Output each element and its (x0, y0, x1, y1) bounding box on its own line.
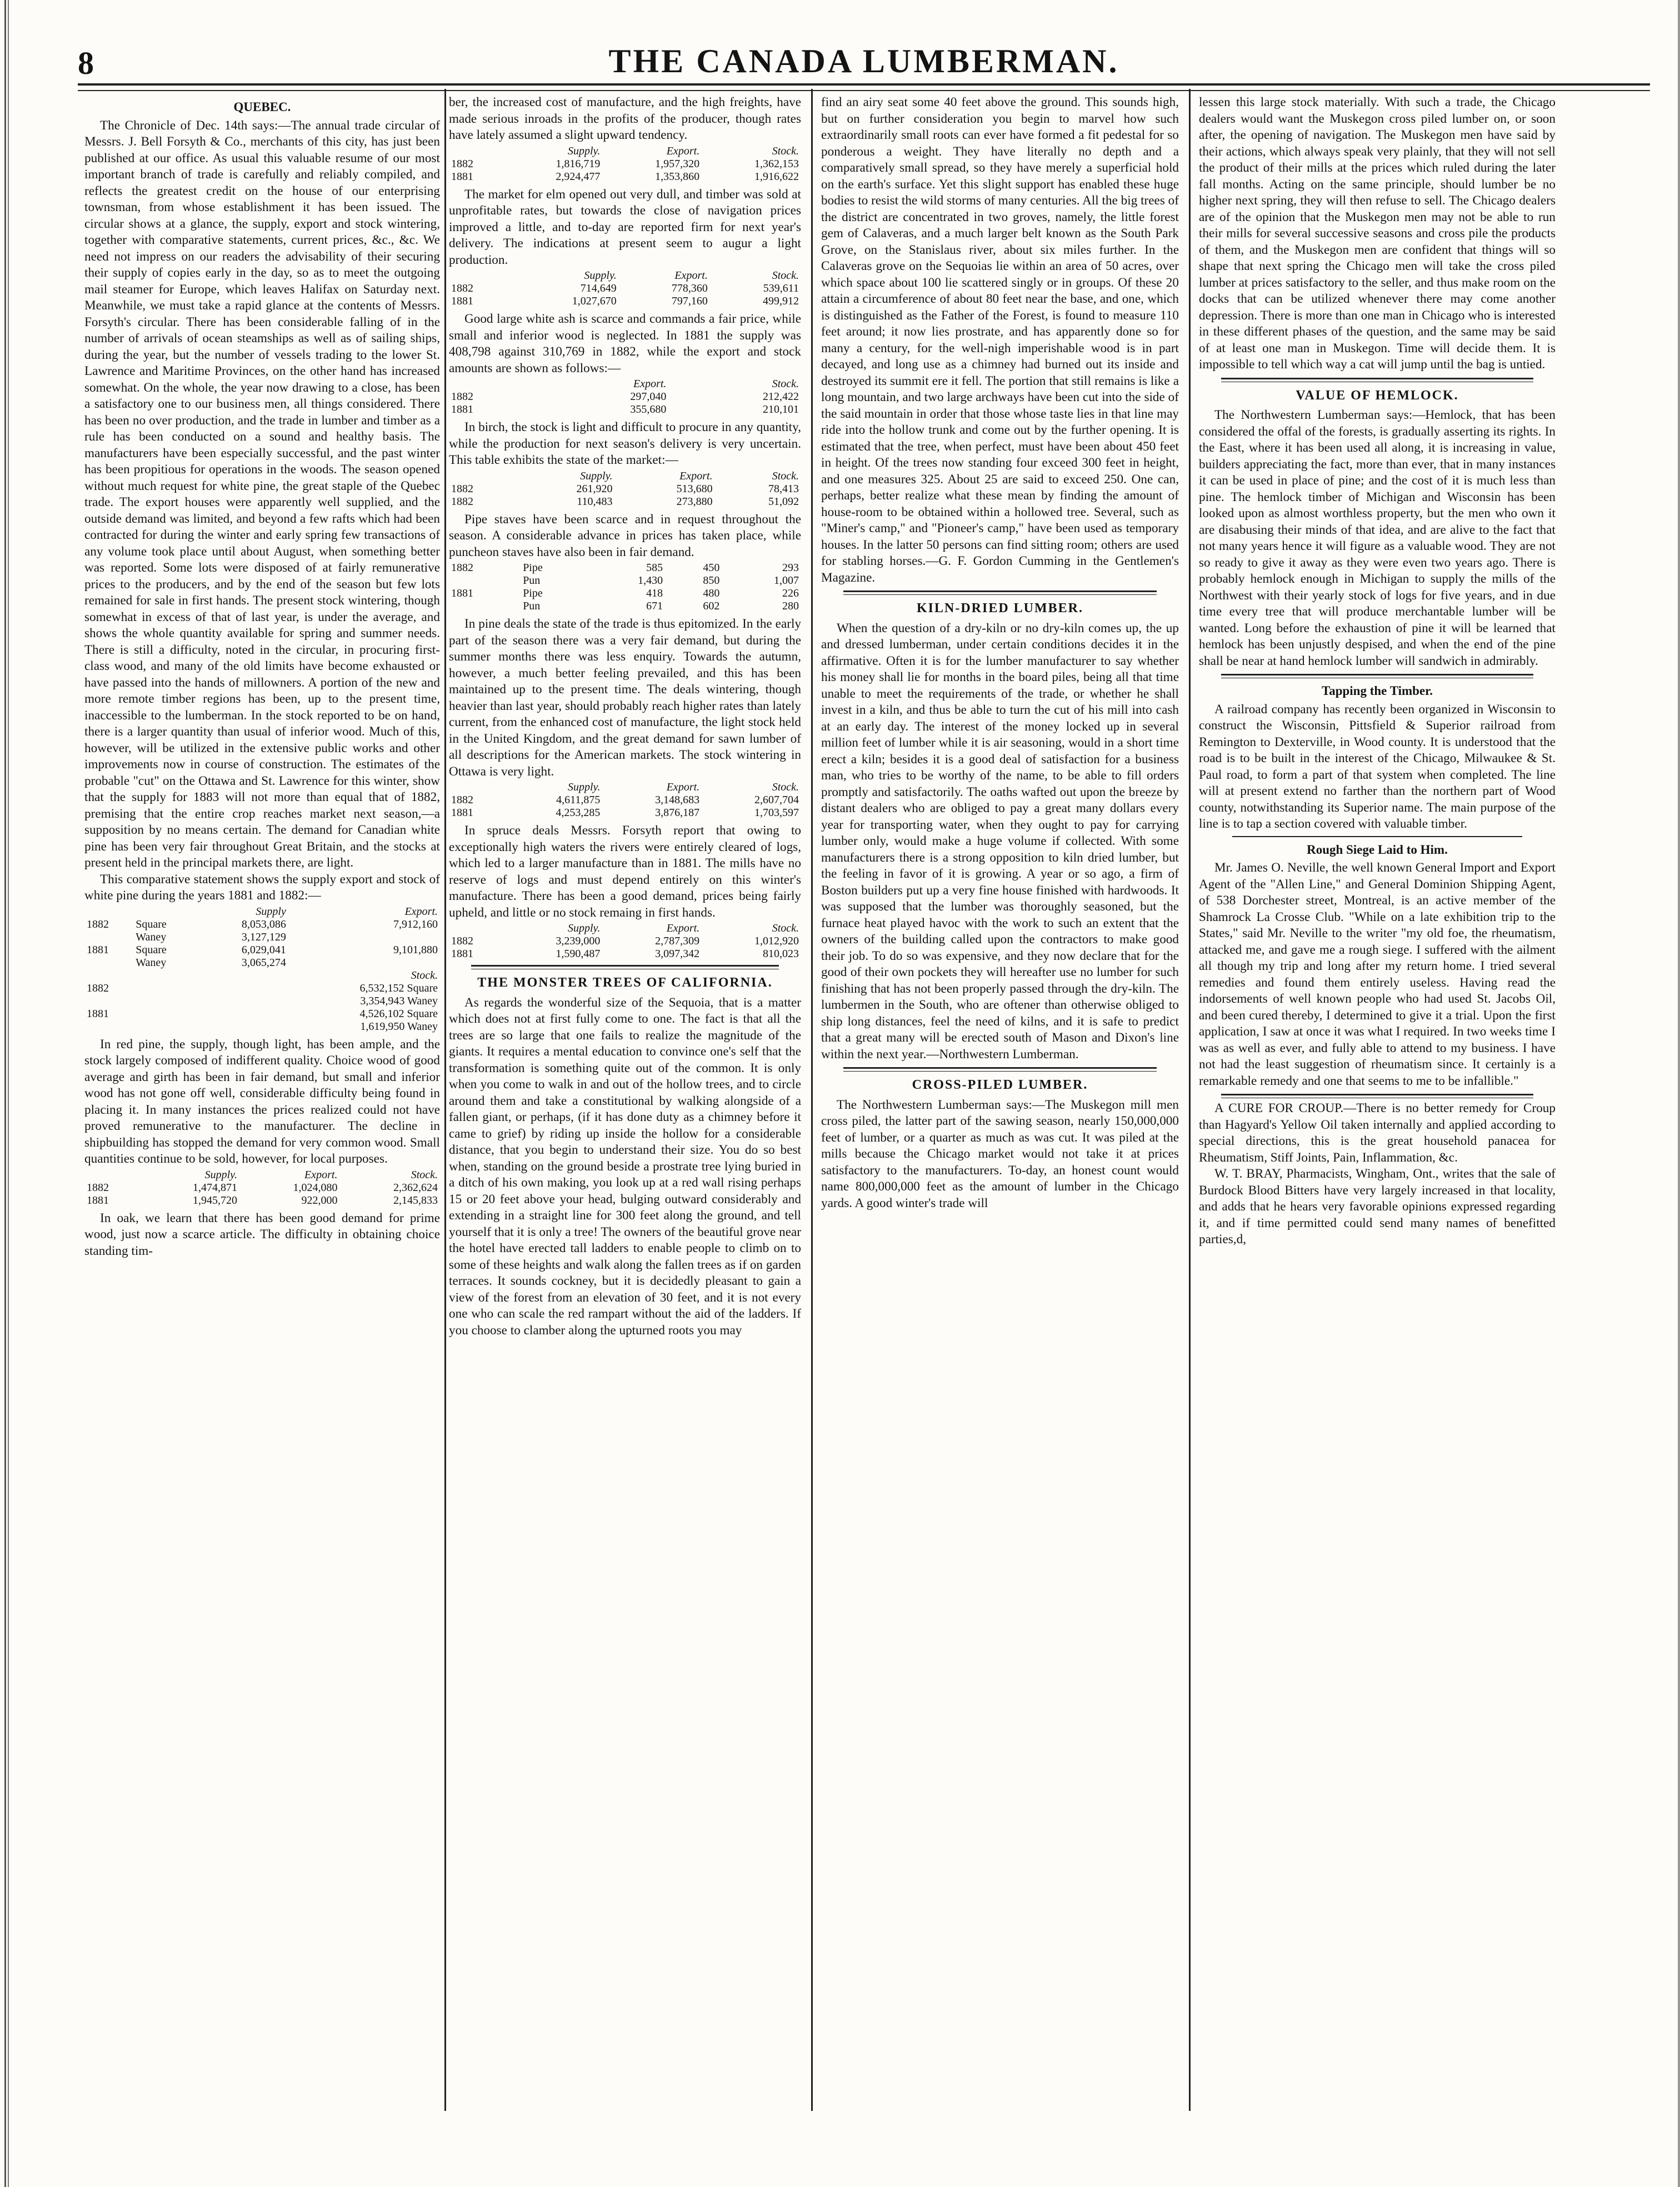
table-row: 1882 261,920 513,680 78,413 (451, 482, 799, 495)
table-row: 1881 1,590,487 3,097,342 810,023 (451, 948, 799, 960)
article-heading-monster-trees: THE MONSTER TREES OF CALIFORNIA. (477, 975, 773, 990)
table-header: Supply (256, 905, 286, 918)
article-paragraph: The Northwestern Lumberman says:—The Muskegon mill men cross piled, the latter part of the sawing season, nearly 150,000,000 feet of lumber, or a quarter as much as was cut. It was piled at the mills because the Chicago market would not take it at prices satisfactory to the manufacturers. To-day, an honest count would name 800,000,000 feet as the amount of lumber in the Chicago yards. A good winter's trade will (821, 1097, 1179, 1210)
table-row: 1881 Square 6,029,041 9,101,880 (87, 943, 438, 956)
section-rule (1232, 836, 1522, 837)
article-paragraph: Good large white ash is scarce and commands a fair price, while small and inferior wood is neglected. In 1881 the supply was 408,798 against 310,769 in 1882, while the export and stock amounts are shown as follows:— (449, 312, 801, 376)
staves-table (449, 562, 801, 613)
birch-table: Supply. Export. Stock. 1882 261,920 513,680 78,413 1882 110,483 273,880 51,092 (449, 470, 801, 508)
article-paragraph: lessen this large stock materially. With such a trade, the Chicago dealers would want the Muskegon cross piled lumber on, or soon after, the opening of navigation. The Muskegon men have said by their actions, which always speak very plainly, that they will not sell the product of their mills at the prices which ruled during the later fall months. Acting on the same principle, should lumber be no higher next spring, they will then refuse to sell. The Chicago dealers are of the opinion that the Muskegon men may not be able to run their mills for several successive seasons and cross pile the products of them, and the Muskegon men are confident that things will so shape that next spring the Chicago men will take the cross piled lumber at prices satisfactory to the seller, and thus make room on the docks that can be utilized whenever there may come another depression. There is more than one man in Chicago who is interested in these different phases of the question, and the same may be said of at least one man in Muskegon. Time will decide them. It is impossible to tell which way a cat will jump until the bag is untied. (1199, 95, 1556, 372)
article-paragraph: find an airy seat some 40 feet above the ground. This sounds high, but on further consideration you begin to marvel how such extraordinarily small roots can ever have formed a fit pedestal for so ponderous a weight. They have literally no depth and a comparatively small spread, so they have merely a superficial hold on the earth's surface. Yet this slight support has enabled these huge bodies to resist the wild storms of many centuries. All the big trees of the district are concentrated in two groves, namely, the little forest gem of Calaveras, and a much larger belt known as the South Park Grove, on the Stanislaus river, about six miles further. In the Calaveras grove on the Sequoias lie within an area of 50 acres, over which space about 100 lie scattered singly or in groups. Of these 20 attain a circumference of about 80 feet near the base, and one, which is distinguished as the Father of the Forest, is found to measure 110 feet around; it now lies prostrate, and has apparently done so for many a century, for the well-nigh imperishable wood is in part decayed, and long use as a chimney had burned out its inside and destroyed its summit ere it fell. The portion that still remains is like a long mountain, and two large archways have been cut into the side of the said mountain in order that those whose taste lies in that line may ride into the hollow trunk and come out by the further opening. It is estimated that the tree, when perfect, must have been about 450 feet in height. Of the trees now standing four exceed 300 feet in height, and one measures 325. About 25 are said to exceed 250. One can, perhaps, better realize what these mean by finding the amount of house-room to be obtained within a hollowed tree. Several, such as "Miner's camp," and "Pioneer's camp," have been used as temporary houses. In the latter 50 persons can find sitting room; others are used for stabling horses.—G. F. Gordon Cumming in the Gentlemen's Magazine. (821, 95, 1179, 585)
article-paragraph: As regards the wonderful size of the Sequoia, that is a matter which does not at first fully come to one. The fact is that all the trees are so large that one fails to realize the magnitude of the giants. It requires a mental education to convince one's self that the transformation is something quite out of the common. It is only when you come to walk in and out of the hollow trees, and to circle around them and take a constitutional by walking alongside of a fallen giant, or perhaps, (if it has done duty as a chimney before it came to grief) by riding up inside the hollow for a considerable distance, that you begin to understand their size. You do so best when, standing on the ground beside a prostrate tree lying buried in a ditch of his own making, you look up at a red wall rising perhaps 15 or 20 feet above your head, bulging outward considerably and extending in a straight line for 300 feet along the ground, and tell yourself that it is only a tree! The owners of the beautiful grove near the hotel have erected tall ladders to enable people to climb on to some of these heights and walk along the fallen trees as if on garden terraces. It sounds cockney, but it is decidedly pleasant to gain a view of the forest from an elevation of 30 feet, and it is not every one who can scale the red rampart without the aid of the ladders. If you choose to clamber along the upturned roots you may (449, 995, 801, 1338)
table-row: 1881 2,924,477 1,353,860 1,916,622 (451, 170, 799, 183)
table-row: 1882 297,040 212,422 (451, 391, 799, 403)
elm-table: Supply. Export. Stock. 1882 714,649 778,360 539,611 1881 1,027,670 797,160 499,912 (449, 269, 801, 308)
article-heading-kiln-dried: KILN-DRIED LUMBER. (916, 601, 1084, 615)
table-row: 1881 4,526,102 Square (87, 1007, 438, 1020)
article-paragraph: In birch, the stock is light and difficult to procure in any quantity, while the production for next season's delivery is very uncertain. This table exhibits the state of the market:— (449, 420, 801, 467)
table-row: 3,354,943 Waney (360, 994, 438, 1007)
article-heading-cross-piled: CROSS-PILED LUMBER. (912, 1078, 1088, 1092)
page-binding-edge (4, 0, 10, 2187)
article-paragraph: A railroad company has recently been organized in Wisconsin to construct the Wisconsin, Pittsfield & Superior railroad from Remington to Dexterville, in Wood county. It is understood that the road is to be built in the interest of the Chicago, Milwaukee & St. Paul road, to form a part of that system when completed. The line will at present extend no farther than the northern part of Wood county, notwithstanding its Superior name. The main purpose of the line is to tap a section covered with valuable timber. (1199, 702, 1556, 831)
table-header: Stock. (411, 969, 438, 982)
advertisement-paragraph: W. T. BRAY, Pharmacists, Wingham, Ont., writes that the sale of Burdock Blood Bitters have very largely increased in that locality, and adds that he hears very favorable opinions expressed regarding it, and if time permitted could send many names of benefitted parties,d, (1199, 1167, 1556, 1247)
article-paragraph: In pine deals the state of the trade is thus epitomized. In the early part of the season there was a very fair demand, but during the summer months there was less enquiry. Towards the autumn, however, a much better feeling prevailed, and this has been maintained up to the present time. The deals wintering, though heavier than last year, should probably reach higher rates than lately current, from the enhanced cost of manufacture, the light stock held in the United Kingdom, and the great demand for sawn lumber of all descriptions for the American markets. The stock wintering in Ottawa is very light. (449, 617, 801, 779)
article-paragraph: The market for elm opened out very dull, and timber was sold at unprofitable rates, but towards the close of navigation prices improved a little, and to-day are reported firm for next year's delivery. The indications at present seem to augur a light production. (449, 187, 801, 267)
table-row: 1882 1,816,719 1,957,320 1,362,153 (451, 157, 799, 170)
article-paragraph: The Chronicle of Dec. 14th says:—The annual trade circular of Messrs. J. Bell Forsyth & Co., merchants of this city, has just been published at our office. As usual this valuable resume of our most important branch of trade is carefully and reliably compiled, and reflects the greatest credit on the house of our enterprising townsman, from whose establishment it has been issued. The circular shows at a glance, the supply, export and stock wintering, together with comparative statements, current prices, &c., &c. We need not impress on our readers the advisability of their securing their supply of copies early in the day, so as to meet the outgoing mail steamer for Europe, which leaves Halifax on Saturday next. Meanwhile, we must take a rapid glance at the contents of Messrs. Forsyth's circular. There has been considerable falling of in the number of arrivals of ocean steamships as well as of sailing ships, during the year, but the number of vessels trading to the lower St. Lawrence and Maritime Provinces, on the other hand has increased somewhat. On the whole, the year now drawing to a close, has been a satisfactory one to our business men, all things considered. There has been no over production, and the trade in lumber and timber as a rule has been conducted on a sound and healthy basis. The manufacturers have been especially successful, and the past winter has been propitious for operations in the woods. The season opened without much request for white pine, the great staple of the Quebec trade. The export houses were apparently well supplied, and the outside demand was limited, and beyond a few rafts which had been contracted for during the winter and early spring few transactions of any volume took place until about August, when something better was reported. Some lots were disposed of at fairly remunerative prices to the producers, and by the end of the season but few lots remained for sale in first hands. The present stock wintering, though somewhat in excess of that of last year, is under the average, and shows the whole quantity available for spring and summer needs. There is still a difficulty, noted in the circular, in procuring first-class wood, and many of the old limits have become exhausted or have passed into the hands of millowners. A portion of the new and more remote timber regions has been, up to the present time, inaccessible to the lumberman. In the stock reported to be on hand, there is a larger quantity than usual of inferior wood. Much of this, however, will be utilized in the extensive public works and other improvements now in course of construction. The estimates of the probable "cut" on the Ottawa and St. Lawrence for this winter, show that the supply for 1883 will not more than equal that of 1882, premising that the entire crop reaches market next season,—a supposition by no means certain. The demand for Canadian white pine has been very fair throughout Great Britain, and the stocks at present held in the principal markets there, are light. (84, 118, 440, 870)
article-heading-rough-siege: Rough Siege Laid to Him. (1307, 842, 1448, 857)
table-row: 1882 Square 8,053,086 7,912,160 (87, 918, 438, 930)
article-heading-hemlock: VALUE OF HEMLOCK. (1296, 388, 1459, 403)
advertisement-paragraph: A CURE FOR CROUP.—There is no better remedy for Croup than Hagyard's Yellow Oil taken internally and applied according to special directions, this is the great household panacea for Rheumatism, Stiff Joints, Pain, Inflammation, &c. (1199, 1101, 1556, 1165)
article-paragraph: In spruce deals Messrs. Forsyth report that owing to exceptionally high waters the rivers were entirely cleared of logs, which led to a larger manufacture than in 1881. The mills have no reserve of logs and must depend entirely on this winter's manufacture. There has been a good demand, prices being fairly upheld, and little or no stock remaing in first hands. (449, 823, 801, 920)
page-right-edge (1678, 0, 1680, 2187)
article-paragraph: ber, the increased cost of manufacture, and the high freights, have made serious inroads in the profits of the producer, though rates have lately assumed a slight upward tendency. (449, 95, 801, 142)
table-row: 1882 Pipe 585 450 293 (451, 562, 799, 574)
article-heading-tapping: Tapping the Timber. (1321, 684, 1433, 698)
table-row: Waney 3,065,274 (136, 956, 286, 969)
spruce-deals-table: Supply. Export. Stock. 1882 3,239,000 2,787,309 1,012,920 1881 1,590,487 3,097,342 810,023 (449, 922, 801, 960)
article-paragraph: The Northwestern Lumberman says:—Hemlock, that has been considered the offal of the forests, is gradually asserting its rights. In the East, where it has been used all along, it is increasing in value, builders appreciating the fact, more than ever, that in many instances it can be used in place of pine; and the cost of it is much less than pine. The hemlock timber of Michigan and Wisconsin has been looked upon as almost worthless property, but the men who own it are disabusing their minds of that idea, and are alive to the fact that not many years hence it will figure as a valuable wood. They are not so ready to give it away as they were even two years ago. There is probably hemlock enough in Michigan to supply the mills of the Northwest with their yearly stock of logs for five years, and in due time every tree that will produce merchantable lumber will be wanted. Long before the exhaustion of pine it will be learned that hemlock has been unjustly despised, and when the end of the pine shall be near at hand hemlock lumber will sandwich in admirably. (1199, 408, 1556, 668)
article-paragraph: Pipe staves have been scarce and in request throughout the season. A considerable advance in prices has taken place, while puncheon staves have also been in fair demand. (449, 512, 801, 559)
table-row: 1882 110,483 273,880 51,092 (451, 495, 799, 508)
white-pine-supply-table (84, 905, 440, 1033)
section-rule (843, 590, 1157, 595)
column-divider (1189, 89, 1191, 2111)
table-row: 1882 714,649 778,360 539,611 (451, 282, 799, 294)
page-number: 8 (78, 45, 94, 81)
table-row: Waney 3,127,129 (136, 930, 286, 943)
pine-deals-table: Supply. Export. Stock. 1882 4,611,875 3,148,683 2,607,704 1881 4,253,285 3,876,187 1,703,597 (449, 781, 801, 819)
section-rule (843, 1067, 1157, 1072)
article-paragraph: In oak, we learn that there has been good demand for prime wood, just now a scarce article. The difficulty in obtaining choice standing tim- (84, 1210, 440, 1258)
column-1 (84, 94, 440, 2105)
article-paragraph: When the question of a dry-kiln or no dry-kiln comes up, the up and dressed lumberman, under certain conditions decides it in the affirmative. Often it is for the lumber manufacturer to say whether his money shall lie for months in the board piles, being all that time unable to meet the requirements of the trade, or whether he shall invest in a kiln, and thus be able to turn the cut of his mill into cash at an early day. The interest of the money locked up in several million feet of lumber while it is air seasoning, would in a short time erect a kiln; besides it is a good deal of satisfaction for a business man, who tries to be worthy of the name, to be able to fill orders promptly and satisfactorily. The oaths wafted out upon the breeze by distant dealers who are obliged to pay a great many dollars every year for transporting water, when they ought to pay for carrying lumber only, would make a huge volume if collected. With some manufacturers there is a strong opposition to kiln dried lumber, but the feeling in favor of it is growing. A year or so ago, a firm of Boston builders put up a very fine house finished with hardwoods. It was supposed that the lumber was thoroughly seasoned, but the furnace heat played havoc with the work to such an extent that the owners of the building called upon the contractors to make good their job. To do so was expensive, and they now declare that for the good of their own pockets they will hereafter use no lumber for such finishing that has not been properly passed through the dry-kiln. The lumbermen in the South, who are oftener than otherwise obliged to ship long distances, feel the need of kilns, and it is safe to predict that a great many will be erected south of Mason and Dixon's line within the next year.—Northwestern Lumberman. (821, 620, 1179, 1062)
table-row: Pun 671 602 280 (523, 600, 799, 612)
table-header: Export. (404, 905, 438, 918)
masthead-title: THE CANADA LUMBERMAN. (608, 43, 1119, 79)
column-2 (449, 94, 801, 2105)
oak-table: Supply. Export. Stock. 1882 1,816,719 1,957,320 1,362,153 1881 2,924,477 1,353,860 1,916,622 (449, 145, 801, 183)
article-paragraph: This comparative statement shows the supply export and stock of white pine during the years 1881 and 1882:— (84, 872, 440, 903)
article-paragraph: Mr. James O. Neville, the well known General Import and Export Agent of the "Allen Line," and General Dominion Shipping Agent, of 538 Dorchester street, Montreal, is an active member of the Shamrock La Crosse Club. "While on a late exhibition trip to the States," said Mr. Neville to the writer "my old foe, the rheumatism, attacked me, and gave me a rough siege. I suffered with the ailment all though my trip and long after my return home. I tried several remedies and found them entirely useless. Having read the indorsements of well known people who had used St. Jacobs Oil, and been cured thereby, I determined to give it a trial. Upon the first application, I saw at once it was what I required. In two weeks time I was as well as ever, and fully able to attend to my business. I have not had the least suggestion of rheumatism since. It certainly is a remarkable remedy and one that seems to me to be infallible." (1199, 860, 1556, 1088)
table-row: 1881 4,253,285 3,876,187 1,703,597 (451, 807, 799, 819)
ash-table: Export. Stock. 1882 297,040 212,422 1881 355,680 210,101 (449, 378, 801, 416)
column-3 (821, 94, 1179, 2105)
header-rule (78, 83, 1650, 91)
table-row: 1882 3,239,000 2,787,309 1,012,920 (451, 935, 799, 947)
table-row: Pun 1,430 850 1,007 (523, 574, 799, 587)
page-header (78, 39, 1650, 82)
article-heading-quebec: QUEBEC. (233, 100, 291, 114)
table-row: 1,619,950 Waney (360, 1020, 438, 1033)
table-row: 1882 4,611,875 3,148,683 2,607,704 (451, 794, 799, 806)
section-rule (1221, 378, 1533, 382)
section-rule (471, 965, 779, 969)
table-row: 1881 355,680 210,101 (451, 403, 799, 416)
red-pine-table: Supply. Export. Stock. 1882 1,474,871 1,024,080 2,362,624 1881 1,945,720 922,000 2,145,833 (84, 1169, 440, 1207)
table-row: 1882 6,532,152 Square (87, 982, 438, 994)
article-paragraph: In red pine, the supply, though light, has been ample, and the stock largely composed of indifferent quality. Choice wood of good average and girth has been in fair demand, but small and inferior wood has not gone off well, considerable difficulty being found in placing it. In many instances the prices realized could not have proved remunerative to the manufacturer. The decline in shipbuilding has stopped the demand for very common wood. Small quantities continue to be sold, however, for local purposes. (84, 1037, 440, 1166)
section-rule (1221, 1094, 1533, 1098)
table-row: 1881 1,027,670 797,160 499,912 (451, 295, 799, 307)
column-divider (444, 89, 446, 2111)
column-4 (1199, 94, 1556, 2105)
column-divider (811, 89, 813, 2111)
table-row: 1881 Pipe 418 480 226 (451, 587, 799, 599)
section-rule (1221, 674, 1533, 678)
table-row: 1882 1,474,871 1,024,080 2,362,624 (87, 1181, 438, 1194)
table-row: 1881 1,945,720 922,000 2,145,833 (87, 1194, 438, 1207)
